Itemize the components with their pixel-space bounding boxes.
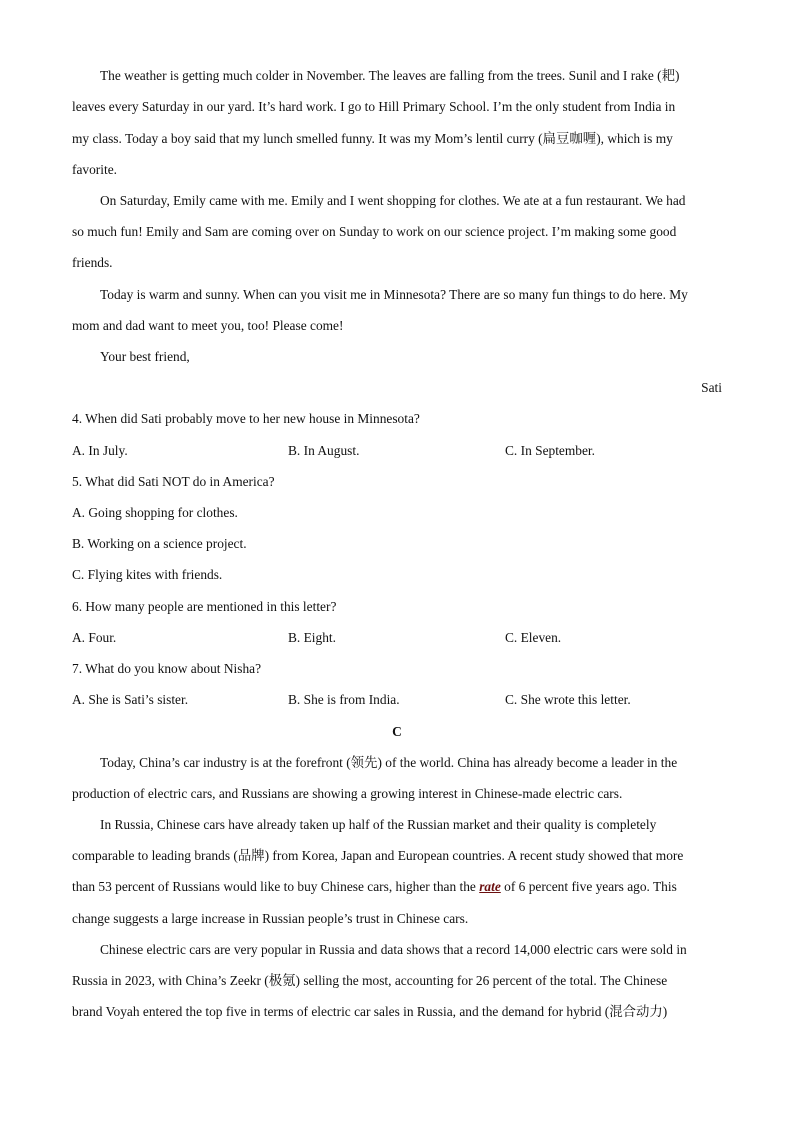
paragraph-line: comparable to leading brands (品牌) from Korea, Japan and European countries. A recent study showed that more — [72, 848, 684, 863]
paragraph-line — [72, 878, 722, 896]
paragraph-line: Russia in 2023, with China’s Zeekr (极氪) selling the most, accounting for 26 percent of the total. The Chinese — [72, 973, 668, 988]
paragraph-line: Chinese electric cars are very popular in Russia and data shows that a record 14,000 electric cars were sold in — [100, 942, 687, 957]
paragraph-line: Today, China’s car industry is at the forefront (领先) of the world. China has already become a leader in the — [100, 755, 678, 770]
paragraph-line: so much fun! Emily and Sam are coming over on Sunday to work on our science project. I’m making some good — [72, 224, 677, 239]
paragraph-line: favorite. — [72, 162, 117, 177]
answer-option: B. In August. — [288, 443, 360, 458]
paragraph-line: Today is warm and sunny. When can you visit me in Minnesota? There are so many fun things to do here. My — [100, 287, 688, 302]
paragraph-line: leaves every Saturday in our yard. It’s hard work. I go to Hill Primary School. I’m the only student from India in — [72, 99, 676, 114]
question-stem: 7. What do you know about Nisha? — [72, 661, 262, 676]
answer-option: A. In July. — [72, 443, 128, 458]
paragraph-line: mom and dad want to meet you, too! Please come! — [72, 318, 344, 333]
vocabulary-keyword: rate — [479, 879, 501, 894]
question-stem: 5. What did Sati NOT do in America? — [72, 474, 275, 489]
paragraph-line: The weather is getting much colder in November. The leaves are falling from the trees. Sunil and I rake (耙) — [100, 68, 680, 83]
answer-option: C. In September. — [505, 443, 596, 458]
answer-option: A. She is Sati’s sister. — [72, 692, 189, 707]
answer-option: B. Eight. — [288, 630, 336, 645]
paragraph-line: friends. — [72, 255, 113, 270]
paragraph-line: In Russia, Chinese cars have already taken up half of the Russian market and their quality is completely — [100, 817, 657, 832]
letter-signature: Sati — [701, 380, 722, 395]
question-stem: 6. How many people are mentioned in this letter? — [72, 599, 337, 614]
paragraph-line: brand Voyah entered the top five in terms of electric car sales in Russia, and the demand for hybrid (混合动力) — [72, 1004, 668, 1019]
text-span: of 6 percent five years ago. This — [500, 879, 677, 894]
paragraph-line: production of electric cars, and Russians are showing a growing interest in Chinese-made electric cars. — [72, 786, 623, 801]
paragraph-line: change suggests a large increase in Russian people’s trust in Chinese cars. — [72, 911, 469, 926]
answer-option: C. Eleven. — [505, 630, 562, 645]
text-span: than 53 percent of Russians would like to buy Chinese cars, higher than the — [72, 879, 480, 894]
answer-option: A. Going shopping for clothes. — [72, 505, 238, 520]
section-heading: C — [392, 724, 402, 739]
paragraph-line: On Saturday, Emily came with me. Emily and I went shopping for clothes. We ate at a fun restaurant. We had — [100, 193, 686, 208]
letter-closing: Your best friend, — [100, 349, 190, 364]
paragraph-line: my class. Today a boy said that my lunch smelled funny. It was my Mom’s lentil curry (扁豆咖喱), which is my — [72, 131, 673, 146]
answer-option: A. Four. — [72, 630, 117, 645]
answer-option: C. She wrote this letter. — [505, 692, 631, 707]
answer-option: C. Flying kites with friends. — [72, 567, 223, 582]
question-stem: 4. When did Sati probably move to her new house in Minnesota? — [72, 411, 420, 426]
answer-option: B. Working on a science project. — [72, 536, 247, 551]
answer-option: B. She is from India. — [288, 692, 400, 707]
